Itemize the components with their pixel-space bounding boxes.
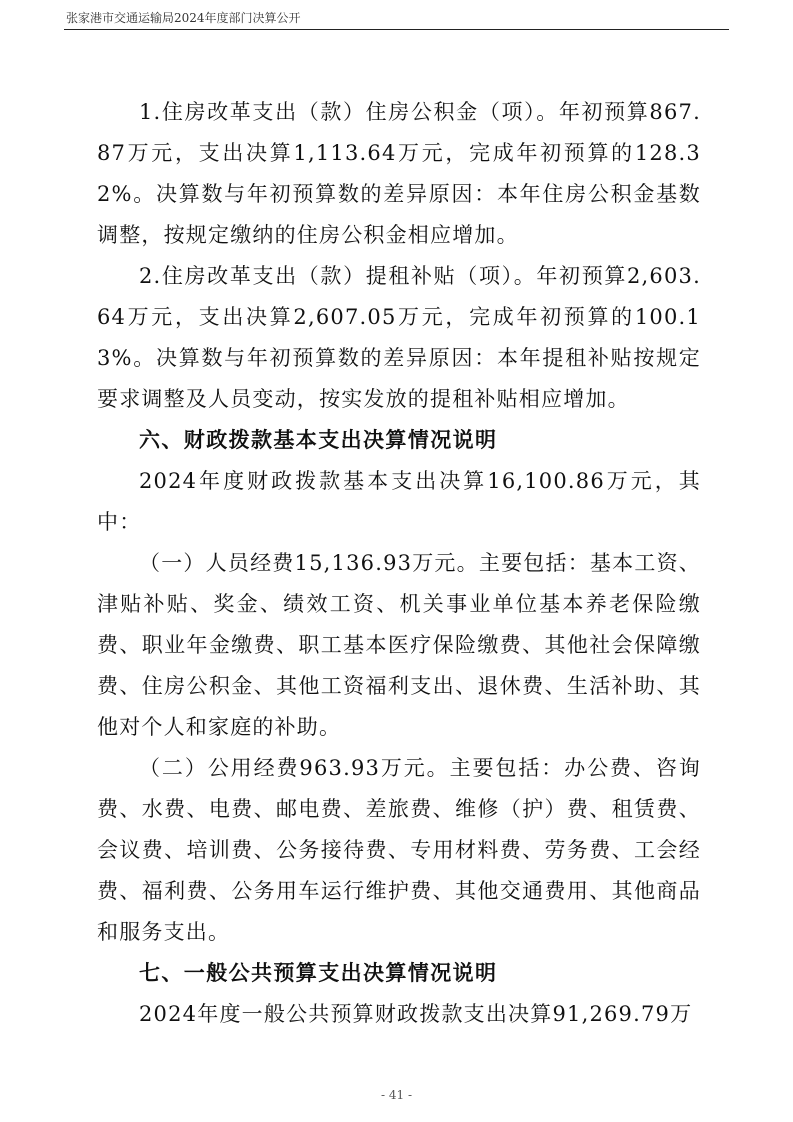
paragraph-general-budget-expenditure: 2024年度一般公共预算财政拨款支出决算91,269.79万 (139, 1002, 693, 1026)
paragraph-housing-provident-fund: 1.住房改革支出（款）住房公积金（项）。年初预算867.87万元，支出决算1,113.64万元，完成年初预算的128.32%。决算数与年初预算数的差异原因：本年住房公积金基数调整，按规定缴纳的住房公积金相应增加。 (97, 100, 701, 247)
paragraph-public-expenses: （二）公用经费963.93万元。主要包括：办公费、咨询费、水费、电费、邮电费、差旅费、维修（护）费、租赁费、会议费、培训费、公务接待费、专用材料费、劳务费、工会经费、福利费、公务用车运行维护费、其他交通费用、其他商品和服务支出。 (97, 756, 701, 944)
page-number: - 41 - (380, 1088, 412, 1102)
paragraph-basic-expenditure-total: 2024年度财政拨款基本支出决算16,100.86万元，其中： (97, 469, 701, 534)
running-header: 张家港市交通运输局2024年度部门决算公开 (66, 11, 301, 25)
document-body (97, 92, 701, 1035)
paragraph-personnel-expenses: （一）人员经费15,136.93万元。主要包括：基本工资、津贴补贴、奖金、绩效工资、机关事业单位基本养老保险缴费、职业年金缴费、职工基本医疗保险缴费、其他社会保障缴费、住房公积金、其他工资福利支出、退休费、生活补助、其他对个人和家庭的补助。 (97, 551, 701, 739)
header-divider (64, 29, 729, 30)
paragraph-rent-subsidy: 2.住房改革支出（款）提租补贴（项）。年初预算2,603.64万元，支出决算2,607.05万元，完成年初预算的100.13%。决算数与年初预算数的差异原因：本年提租补贴按规定要求调整及人员变动，按实发放的提租补贴相应增加。 (97, 264, 701, 411)
section-heading-7: 七、一般公共预算支出决算情况说明 (139, 961, 498, 985)
section-heading-6: 六、财政拨款基本支出决算情况说明 (139, 428, 498, 452)
